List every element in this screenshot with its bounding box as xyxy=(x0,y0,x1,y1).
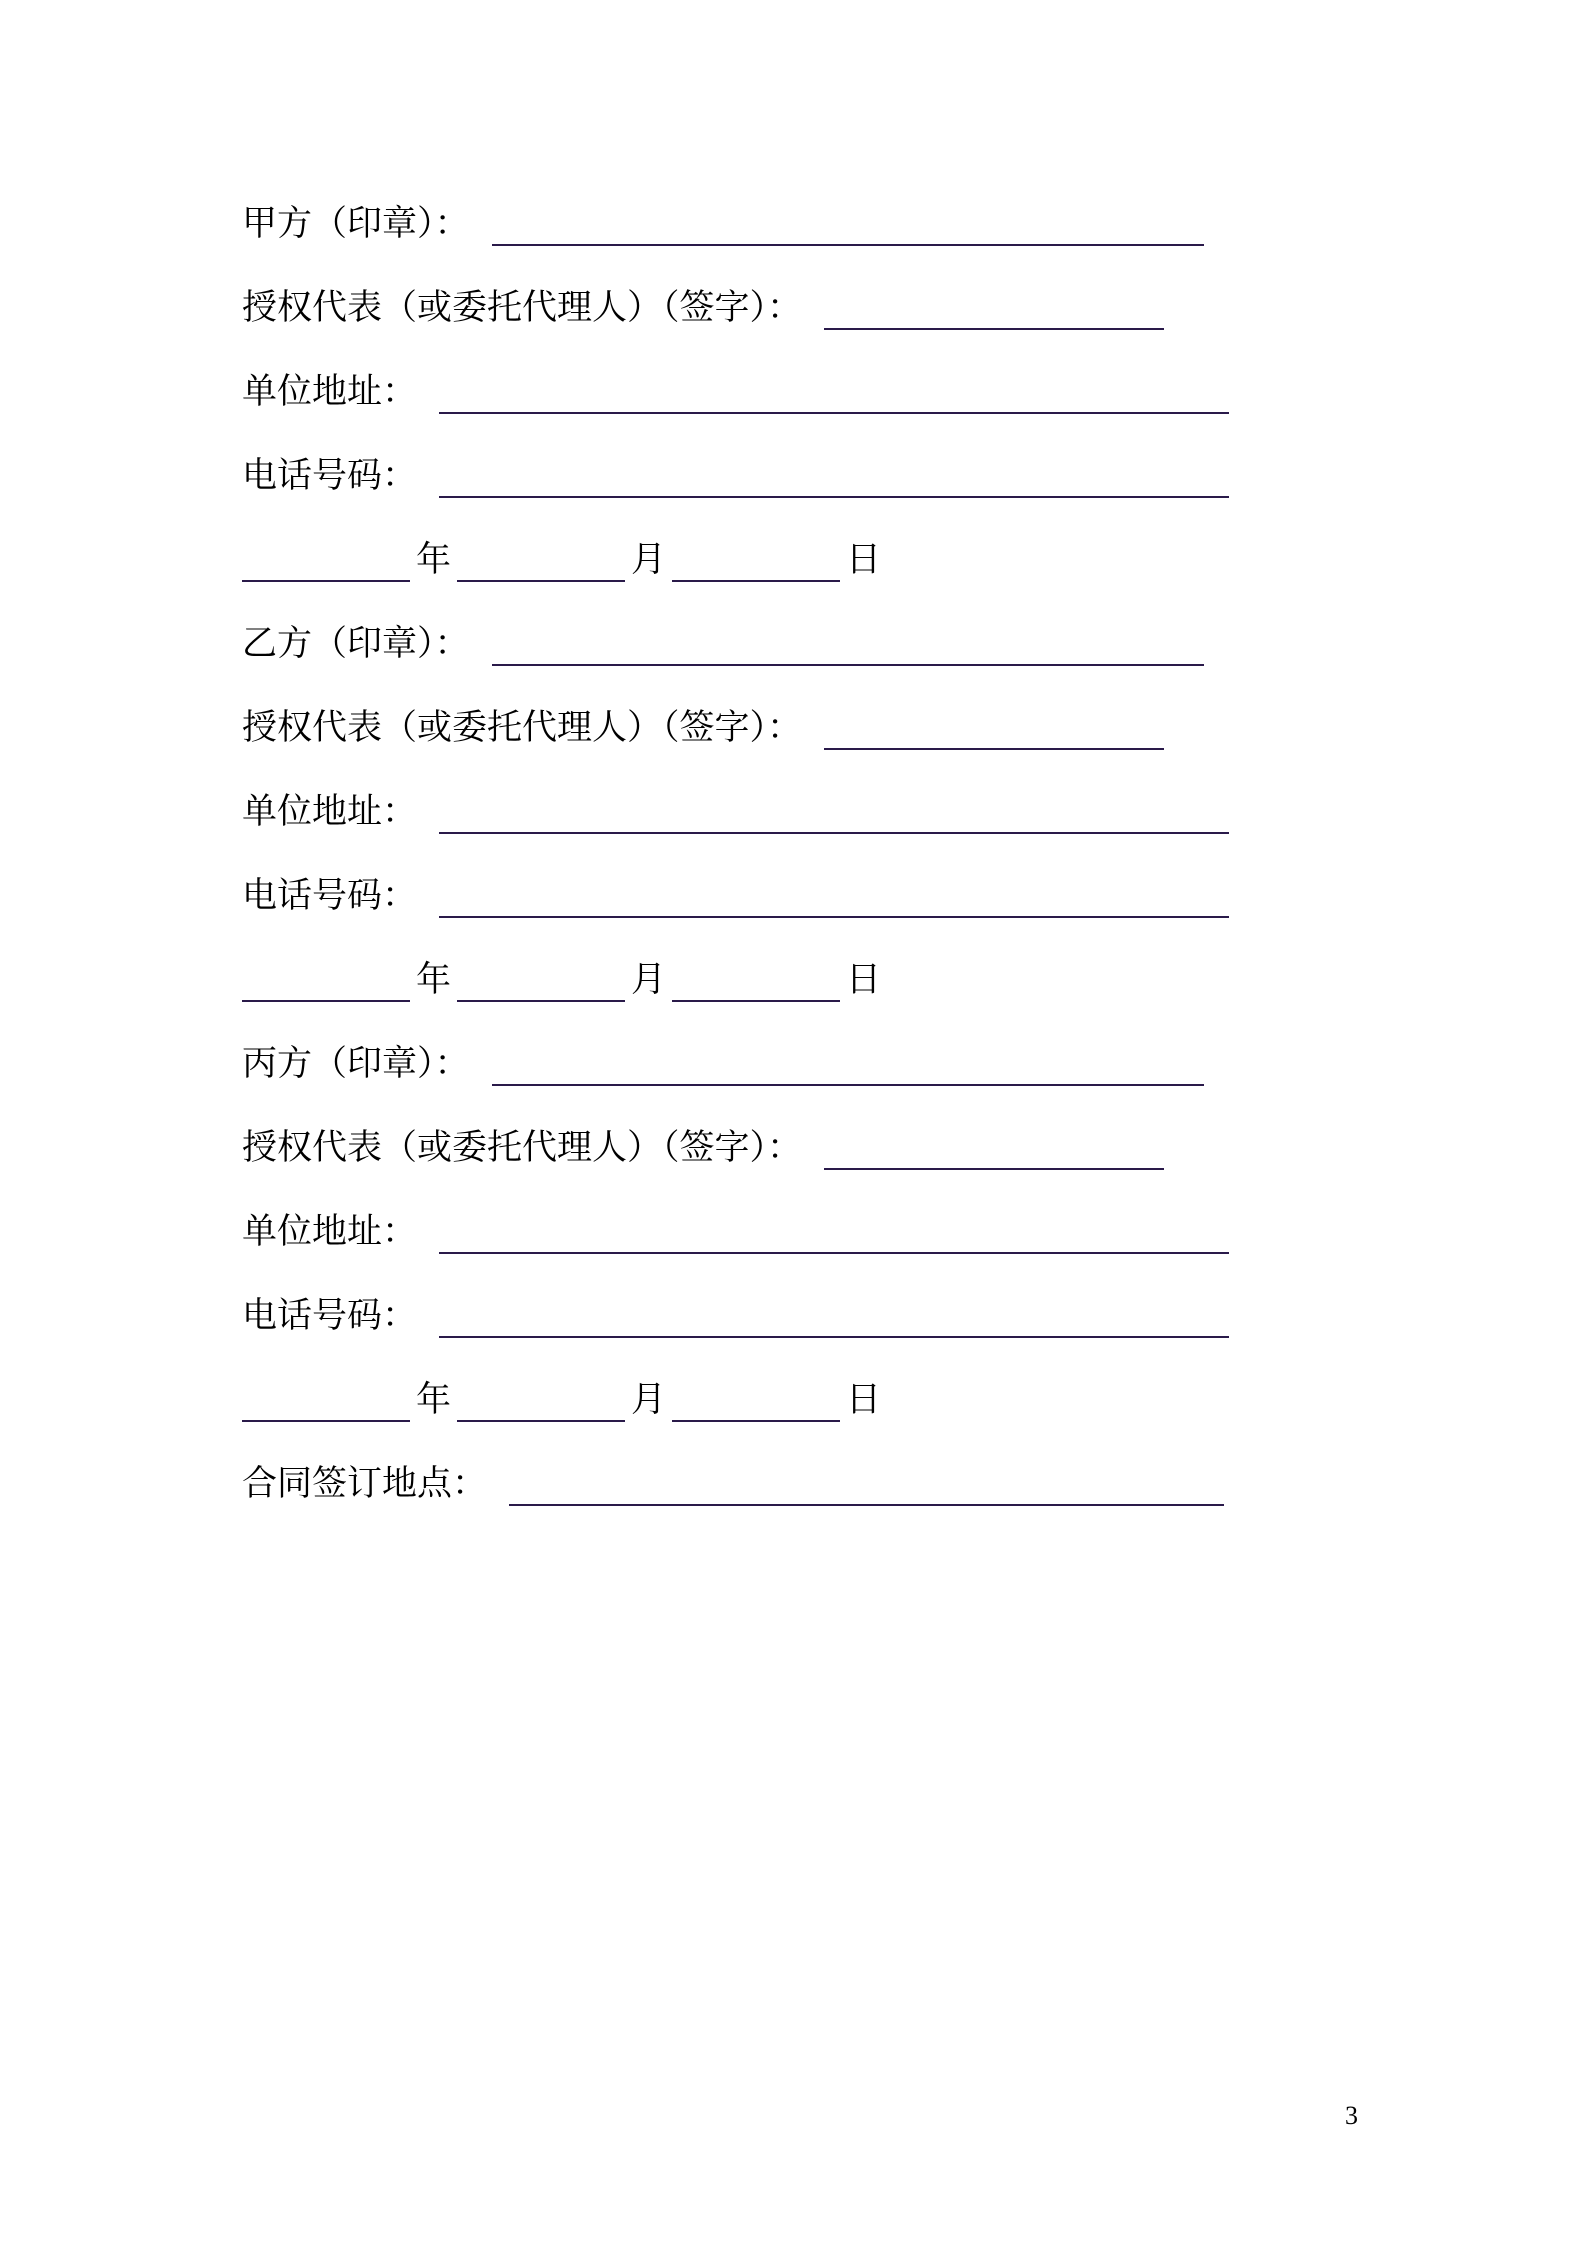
party-b-address-field[interactable] xyxy=(439,831,1229,834)
party-c-seal-label: 丙方（印章）： xyxy=(242,1044,470,1084)
party-a-phone-line xyxy=(242,448,1229,508)
party-a-seal-label: 甲方（印章）： xyxy=(242,204,470,244)
party-b-day-unit: 日 xyxy=(846,960,882,1000)
party-c-seal-line xyxy=(242,1036,1204,1096)
party-a-rep-line xyxy=(242,280,1164,340)
party-b-rep-line xyxy=(242,700,1164,760)
party-a-rep-field[interactable] xyxy=(824,327,1164,330)
party-a-date-line xyxy=(242,532,887,592)
party-b-seal-field[interactable] xyxy=(492,663,1204,666)
party-c-date-line xyxy=(242,1372,887,1432)
party-c-phone-label: 电话号码： xyxy=(242,1296,418,1336)
party-a-seal-line xyxy=(242,196,1204,256)
party-c-year-unit: 年 xyxy=(416,1380,452,1420)
signing-place-line xyxy=(242,1456,1224,1516)
party-a-day-field[interactable] xyxy=(672,579,840,582)
party-b-year-unit: 年 xyxy=(416,960,452,1000)
party-c-rep-field[interactable] xyxy=(824,1167,1164,1170)
party-b-rep-field[interactable] xyxy=(824,747,1164,750)
party-c-seal-field[interactable] xyxy=(492,1083,1204,1086)
party-a-day-unit: 日 xyxy=(846,540,882,580)
party-c-address-label: 单位地址： xyxy=(242,1212,418,1252)
party-a-month-field[interactable] xyxy=(457,579,625,582)
party-b-address-line xyxy=(242,784,1229,844)
party-a-address-line xyxy=(242,364,1229,424)
party-b-seal-label: 乙方（印章）： xyxy=(242,624,470,664)
party-c-rep-line xyxy=(242,1120,1164,1180)
party-b-phone-line xyxy=(242,868,1229,928)
party-b-year-field[interactable] xyxy=(242,999,410,1002)
party-a-month-unit: 月 xyxy=(631,540,667,580)
party-c-phone-line xyxy=(242,1288,1229,1348)
party-b-phone-label: 电话号码： xyxy=(242,876,418,916)
party-c-day-unit: 日 xyxy=(846,1380,882,1420)
page-number: 3 xyxy=(1345,2101,1358,2130)
party-a-rep-label: 授权代表（或委托代理人）（签字）： xyxy=(242,288,803,328)
party-a-phone-field[interactable] xyxy=(439,495,1229,498)
party-c-phone-field[interactable] xyxy=(439,1335,1229,1338)
party-c-year-field[interactable] xyxy=(242,1419,410,1422)
party-b-date-line xyxy=(242,952,887,1012)
party-a-phone-label: 电话号码： xyxy=(242,456,418,496)
party-a-seal-field[interactable] xyxy=(492,243,1204,246)
signing-place-field[interactable] xyxy=(509,1503,1224,1506)
party-b-day-field[interactable] xyxy=(672,999,840,1002)
party-b-month-field[interactable] xyxy=(457,999,625,1002)
party-c-day-field[interactable] xyxy=(672,1419,840,1422)
signing-place-label: 合同签订地点： xyxy=(242,1464,488,1504)
party-b-address-label: 单位地址： xyxy=(242,792,418,832)
party-a-address-field[interactable] xyxy=(439,411,1229,414)
party-c-address-line xyxy=(242,1204,1229,1264)
party-c-rep-label: 授权代表（或委托代理人）（签字）： xyxy=(242,1128,803,1168)
party-c-month-field[interactable] xyxy=(457,1419,625,1422)
party-b-phone-field[interactable] xyxy=(439,915,1229,918)
party-a-year-unit: 年 xyxy=(416,540,452,580)
party-a-year-field[interactable] xyxy=(242,579,410,582)
party-b-month-unit: 月 xyxy=(631,960,667,1000)
party-c-address-field[interactable] xyxy=(439,1251,1229,1254)
party-b-rep-label: 授权代表（或委托代理人）（签字）： xyxy=(242,708,803,748)
party-a-address-label: 单位地址： xyxy=(242,372,418,412)
party-b-seal-line xyxy=(242,616,1204,676)
party-c-month-unit: 月 xyxy=(631,1380,667,1420)
